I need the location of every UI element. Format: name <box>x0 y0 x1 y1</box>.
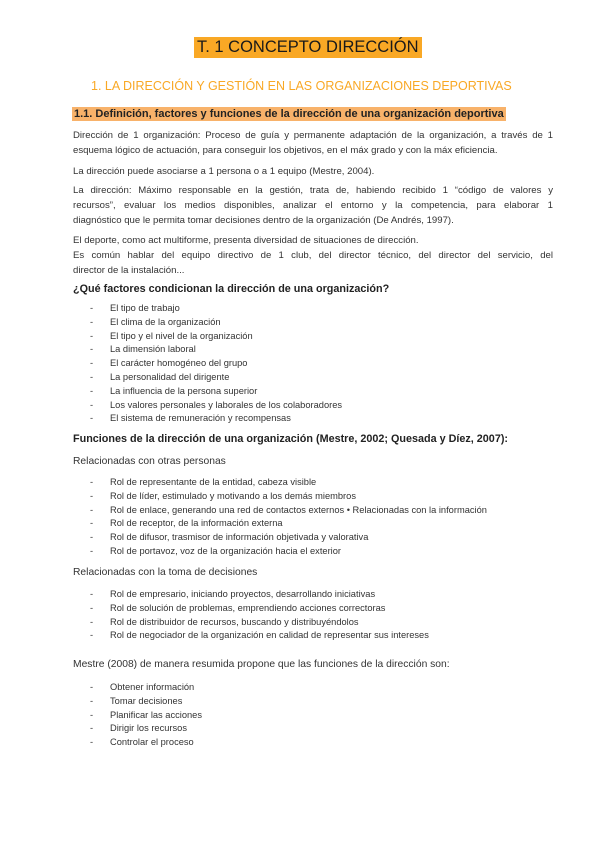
list-item <box>90 343 342 357</box>
list-item-text: El carácter homogéneo del grupo <box>110 358 248 369</box>
list-item-text: La influencia de la persona superior <box>110 385 258 396</box>
dash-bullet: - <box>90 477 94 487</box>
list-item-text: Controlar el proceso <box>110 737 194 748</box>
list-item-text: El tipo y el nivel de la organización <box>110 330 253 341</box>
list-item-text: La dimensión laboral <box>110 344 196 355</box>
list-item <box>90 504 487 518</box>
dash-bullet: - <box>90 413 94 424</box>
list-item-text: Tomar decisiones <box>110 695 183 706</box>
dash-bullet: - <box>90 616 94 627</box>
list-item <box>90 722 202 736</box>
dash-bullet: - <box>90 344 94 355</box>
dash-bullet: - <box>90 682 94 692</box>
list-item-text: Rol de empresario, iniciando proyectos, desarrollando iniciativas <box>110 589 376 599</box>
text-line: Es común hablar del equipo directivo de 1 club, del director técnico, del director del servicio, del <box>73 250 553 261</box>
text-line: recursos”, evaluar los medios disponibles, analizar el entorno y la competencia, para elaborar 1 <box>73 200 553 211</box>
functions-heading: Funciones de la dirección de una organización (Mestre, 2002; Quesada y Díez, 2007): <box>73 433 509 445</box>
paragraph-association <box>73 164 553 179</box>
text-line: diagnóstico que le permita tomar decisiones dentro de la organización (De Andrés, 1997). <box>73 215 454 226</box>
list-item-text: Rol de negociador de la organización en calidad de representar sus intereses <box>110 630 429 641</box>
list-item-text: Rol de líder, estimulado y motivando a los demás miembros <box>110 490 356 501</box>
list-item-text: Obtener información <box>110 682 195 692</box>
list-item-text: El tipo de trabajo <box>110 303 180 313</box>
dash-bullet: - <box>90 490 94 501</box>
list-item <box>90 629 429 643</box>
mestre-heading: Mestre (2008) de manera resumida propone que las funciones de la dirección son: <box>73 659 450 670</box>
list-item <box>90 357 342 371</box>
list-item-text: Los valores personales y laborales de los colaboradores <box>110 399 343 410</box>
people-heading: Relacionadas con otras personas <box>73 456 226 467</box>
list-item <box>90 316 342 330</box>
factors-list <box>90 302 342 426</box>
dash-bullet: - <box>90 695 94 706</box>
list-item <box>90 302 342 316</box>
list-item-text: El clima de la organización <box>110 316 221 327</box>
text-line: El deporte, como act multiforme, presenta diversidad de situaciones de dirección. <box>73 235 419 246</box>
paragraph-definition <box>73 128 553 158</box>
list-item-text: El sistema de remuneración y recompensas <box>110 413 291 424</box>
dash-bullet: - <box>90 371 94 382</box>
text-line: Dirección de 1 organización: Proceso de guía y permanente adaptación de la organización, a través de 1 <box>73 130 553 141</box>
list-item <box>90 371 342 385</box>
people-list <box>90 476 487 559</box>
text-line: esquema lógico de actuación, para conseguir los objetivos, en el máx grado y con la máx eficiencia. <box>73 145 498 156</box>
document-title: T. 1 CONCEPTO DIRECCIÓN <box>194 37 422 58</box>
list-item <box>90 588 429 602</box>
paragraph-direction <box>73 183 553 228</box>
dash-bullet: - <box>90 504 94 515</box>
factors-heading: ¿Qué factores condicionan la dirección de una organización? <box>73 283 390 295</box>
dash-bullet: - <box>90 358 94 369</box>
dash-bullet: - <box>90 385 94 396</box>
dash-bullet: - <box>90 709 94 720</box>
list-item-text: Rol de receptor, de la información externa <box>110 518 283 529</box>
dash-bullet: - <box>90 330 94 341</box>
list-item <box>90 616 429 630</box>
list-item <box>90 709 202 723</box>
list-item-text: Rol de representante de la entidad, cabeza visible <box>110 477 317 487</box>
dash-bullet: - <box>90 316 94 327</box>
text-line: director de la instalación... <box>73 265 185 276</box>
list-item <box>90 517 487 531</box>
subsection-heading: 1.1. Definición, factores y funciones de la dirección de una organización deportiva <box>74 108 504 120</box>
decisions-heading: Relacionadas con la toma de decisiones <box>73 567 258 578</box>
dash-bullet: - <box>90 602 94 613</box>
list-item <box>90 330 342 344</box>
dash-bullet: - <box>90 737 94 748</box>
list-item <box>90 736 202 750</box>
list-item-text: Rol de solución de problemas, emprendiendo acciones correctoras <box>110 602 386 613</box>
list-item <box>90 490 487 504</box>
list-item <box>90 412 342 426</box>
dash-bullet: - <box>90 518 94 529</box>
list-item-text: Planificar las acciones <box>110 709 202 720</box>
dash-bullet: - <box>90 399 94 410</box>
text-line: La dirección puede asociarse a 1 persona o a 1 equipo (Mestre, 2004). <box>73 166 375 177</box>
list-item <box>90 531 487 545</box>
list-item <box>90 476 487 490</box>
dash-bullet: - <box>90 545 94 556</box>
list-item <box>90 399 342 413</box>
list-item <box>90 695 202 709</box>
section-heading: 1. LA DIRECCIÓN Y GESTIÓN EN LAS ORGANIZACIONES DEPORTIVAS <box>91 79 512 93</box>
dash-bullet: - <box>90 532 94 543</box>
text-line: La dirección: Máximo responsable en la gestión, trata de, habiendo recibido 1 “código de valores y <box>73 185 553 196</box>
mestre-list <box>90 681 202 750</box>
list-item-text: Rol de difusor, trasmisor de información objetivada y valorativa <box>110 532 369 543</box>
list-item-text: Dirigir los recursos <box>110 723 187 734</box>
list-item <box>90 681 202 695</box>
dash-bullet: - <box>90 303 94 313</box>
list-item-text: Rol de enlace, generando una red de contactos externos • Relacionadas con la información <box>110 504 487 515</box>
dash-bullet: - <box>90 589 94 599</box>
list-item <box>90 545 487 559</box>
list-item <box>90 385 342 399</box>
dash-bullet: - <box>90 723 94 734</box>
list-item <box>90 602 429 616</box>
list-item-text: Rol de distribuidor de recursos, buscando y distribuyéndolos <box>110 616 359 627</box>
list-item-text: La personalidad del dirigente <box>110 371 230 382</box>
decisions-list <box>90 588 429 643</box>
paragraph-sport <box>73 233 553 278</box>
list-item-text: Rol de portavoz, voz de la organización hacia el exterior <box>110 545 342 556</box>
dash-bullet: - <box>90 630 94 641</box>
